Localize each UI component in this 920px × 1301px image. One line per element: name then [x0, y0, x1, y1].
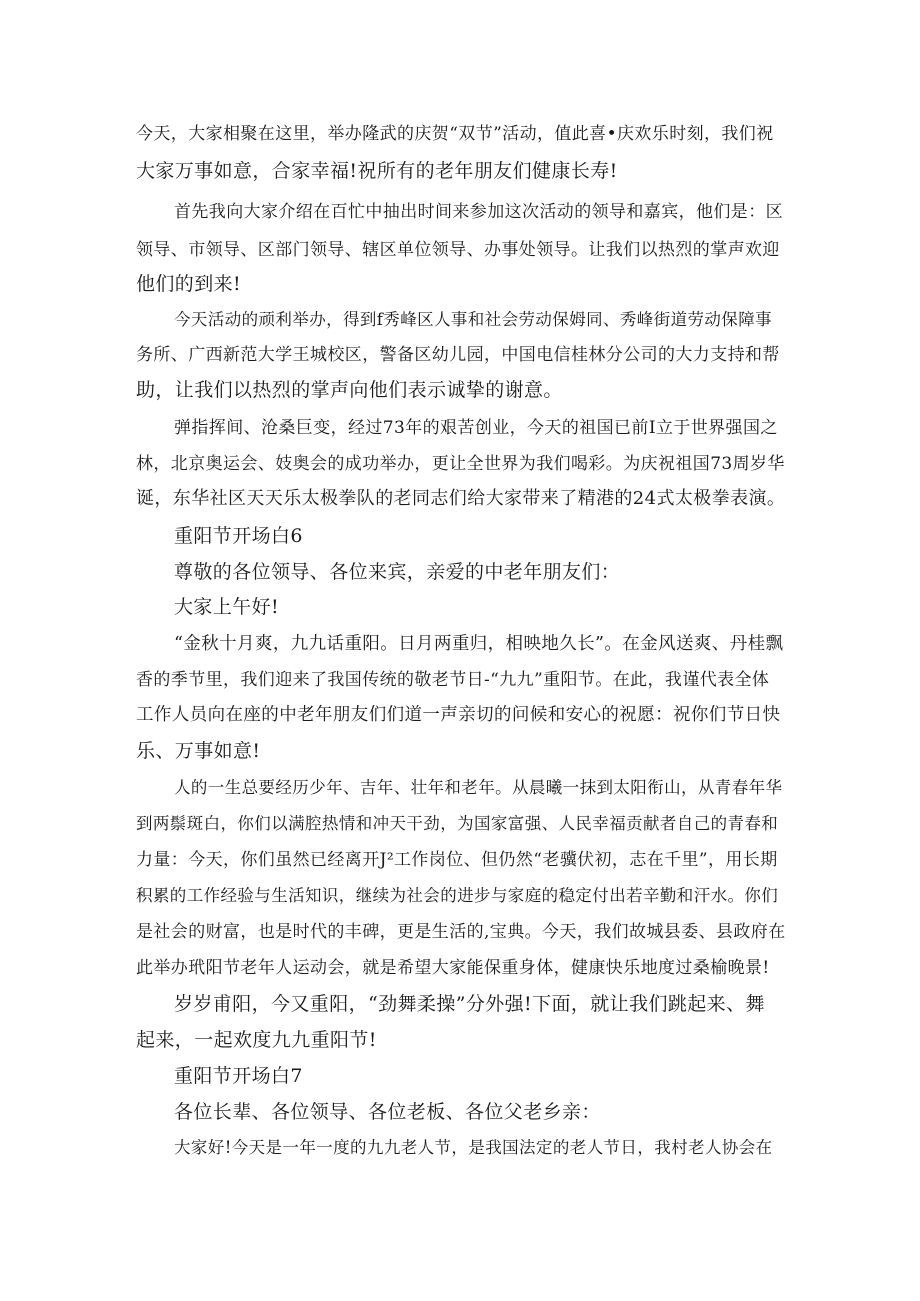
text-line: 大家好!今天是一年一度的九九老人节，是我国法定的老人节日，我村老人协会在 [174, 1138, 773, 1157]
text-line: 尊敬的各位领导、各位来宾，亲爱的中老年朋友们： [174, 561, 621, 583]
text-line: 今天活动的顽利举办，得到f秀峰区人事和社会劳动保姆同、秀峰街道劳动保障事 [174, 310, 773, 329]
text-line: 工作人员向在座的中老年朋友们们道一声亲切的问候和安心的祝愿：祝你们节日快 [136, 705, 781, 725]
text-line: 大家万事如意，合家幸福!祝所有的老年朋友们健康长寿! [136, 160, 618, 182]
text-line: 首先我向大家介绍在百忙中抽出时间来参加这次活动的领导和嘉宾，他们是：区 [174, 202, 783, 222]
text-line: 乐、万事如意! [136, 740, 261, 762]
text-line: “金秋十月爽，九九话重阳。日月两重归，相映地久长”。在金风送爽、丹桂飘 [174, 634, 784, 654]
text-line: 各位长辈、各位领导、各位老板、各位父老乡亲： [174, 1101, 601, 1123]
text-line: 领导、市领导、区部门领导、辖区单位领导、办事处领导。让我们以热烈的掌声欢迎 [136, 240, 780, 260]
text-line: 弹指挥间、沧桑巨变，经过73年的艰苦创业，今天的祖国已前I立于世界强国之 [174, 418, 778, 438]
section-heading: 重阳节开场白6 [174, 525, 303, 547]
text-line: 力量：今天，你们虽然已经离开J²工作岗位、但仍然“老骥伏初，志在千里”，用长期 [136, 850, 778, 870]
text-line: 助，让我们以热烈的掌声向他们表示诚挚的谢意。 [136, 379, 563, 401]
text-line: 此举办玳阳节老年人运动会，就是希望大家能保重身体，健康快乐地度过桑榆晚景! [136, 958, 770, 978]
text-line: 他们的到来! [136, 273, 242, 295]
text-line: 到两鬃斑白，你们以满腔热情和冲天干劲，为国家富强、人民幸福贡献者自己的青春和 [136, 814, 779, 833]
text-line: 香的季节里，我们迎来了我国传统的敬老节日-“九九”重阳节。在此，我谨代表全体 [136, 670, 770, 690]
text-line: 诞，东华社区天天乐太极拳队的老同志们给大家带来了精港的24式太极拳表演。 [136, 488, 786, 509]
text-line: 林，北京奥运会、妓奥会的成功举办，更让全世界为我们喝彩。为庆祝祖国73周岁华 [136, 454, 785, 474]
text-line: 积累的工作经验与生活知识，继续为社会的进步与家庭的稳定付出若辛勤和汗水。你们 [136, 886, 779, 905]
text-line: 岁岁甫阳，今又重阳，“劲舞柔操”分外强!下面，就让我们跳起来、舞 [174, 993, 765, 1015]
section-heading: 重阳节开场白7 [174, 1065, 303, 1087]
text-line: 起来，一起欢度九九重阳节! [136, 1029, 377, 1051]
text-line: 是社会的财富，也是时代的丰碑，更是生活的,宝典。今天，我们故城县委、县政府在 [136, 922, 786, 942]
text-line: 大家上午好! [174, 596, 280, 618]
text-line: 今天，大家相聚在这里，举办隆武的庆贺“双节”活动，值此喜•庆欢乐时刻，我们祝 [136, 124, 774, 144]
text-line: 务所、广西新范大学王城校区，警备区幼儿园，中国电信桂林分公司的大力支持和帮 [136, 345, 780, 365]
text-line: 人的一生总要经历少年、吉年、壮年和老年。从晨曦一抹到太阳衔山，从青春年华 [174, 778, 783, 797]
